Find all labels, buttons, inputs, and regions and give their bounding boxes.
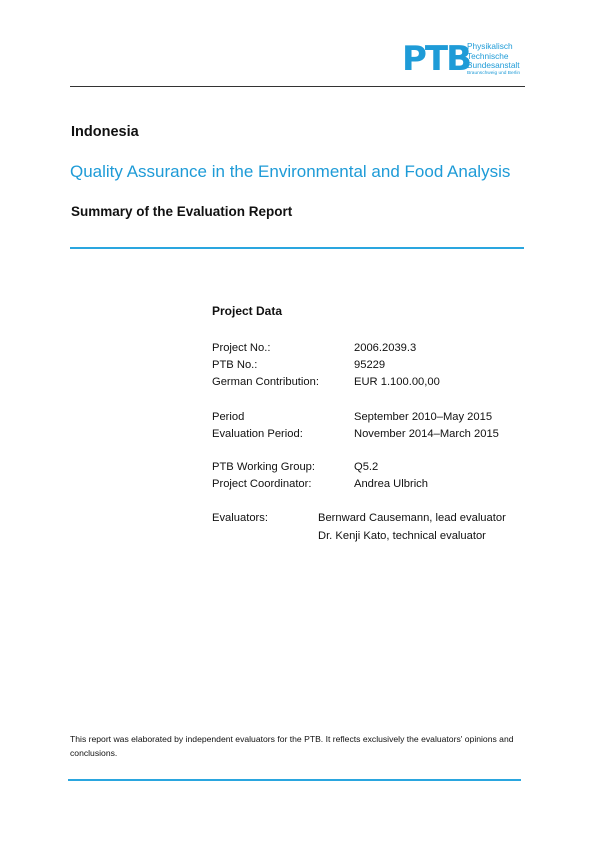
evaluator-technical: Dr. Kenji Kato, technical evaluator	[318, 530, 486, 542]
evaluators-label: Evaluators:	[212, 512, 268, 524]
report-title: Quality Assurance in the Environmental and Food Analysis	[70, 162, 511, 181]
row-value: Andrea Ulbrich	[354, 478, 428, 490]
logo-line-3: Bundesanstalt	[467, 60, 520, 70]
row-label: Project No.:	[212, 342, 271, 354]
logo-sub-line: Braunschweig und Berlin	[467, 71, 521, 76]
ptb-logo-mark: PTB	[402, 39, 471, 79]
row-value: 95229	[354, 359, 386, 371]
logo-line-1: Physikalisch	[467, 41, 513, 51]
row-value: November 2014–March 2015	[354, 428, 499, 440]
row-value: September 2010–May 2015	[354, 411, 493, 423]
ptb-logo-name	[467, 42, 520, 71]
row-value: EUR 1.100.00,00	[354, 376, 440, 388]
row-value: 2006.2039.3	[354, 342, 417, 354]
row-label: PTB Working Group:	[212, 461, 316, 473]
logo-line-2: Technische	[467, 50, 509, 61]
row-value: Q5.2	[354, 461, 379, 473]
title-divider	[70, 247, 524, 249]
header-divider	[70, 86, 525, 87]
country-heading: Indonesia	[71, 124, 139, 140]
row-label: Project Coordinator:	[212, 478, 312, 490]
row-label: Period	[212, 411, 245, 423]
evaluator-lead: Bernward Causemann, lead evaluator	[318, 512, 506, 524]
row-label: Evaluation Period:	[212, 428, 303, 440]
row-label: PTB No.:	[212, 359, 258, 371]
footer-divider	[68, 779, 521, 781]
project-data-heading: Project Data	[212, 304, 283, 318]
row-label: German Contribution:	[212, 376, 319, 388]
disclaimer-note: This report was elaborated by independent evaluators for the PTB. It reflects exclusively the evaluators' opinions and conclusions.	[70, 734, 514, 758]
report-subtitle: Summary of the Evaluation Report	[71, 204, 293, 219]
ptb-logo	[402, 41, 527, 81]
